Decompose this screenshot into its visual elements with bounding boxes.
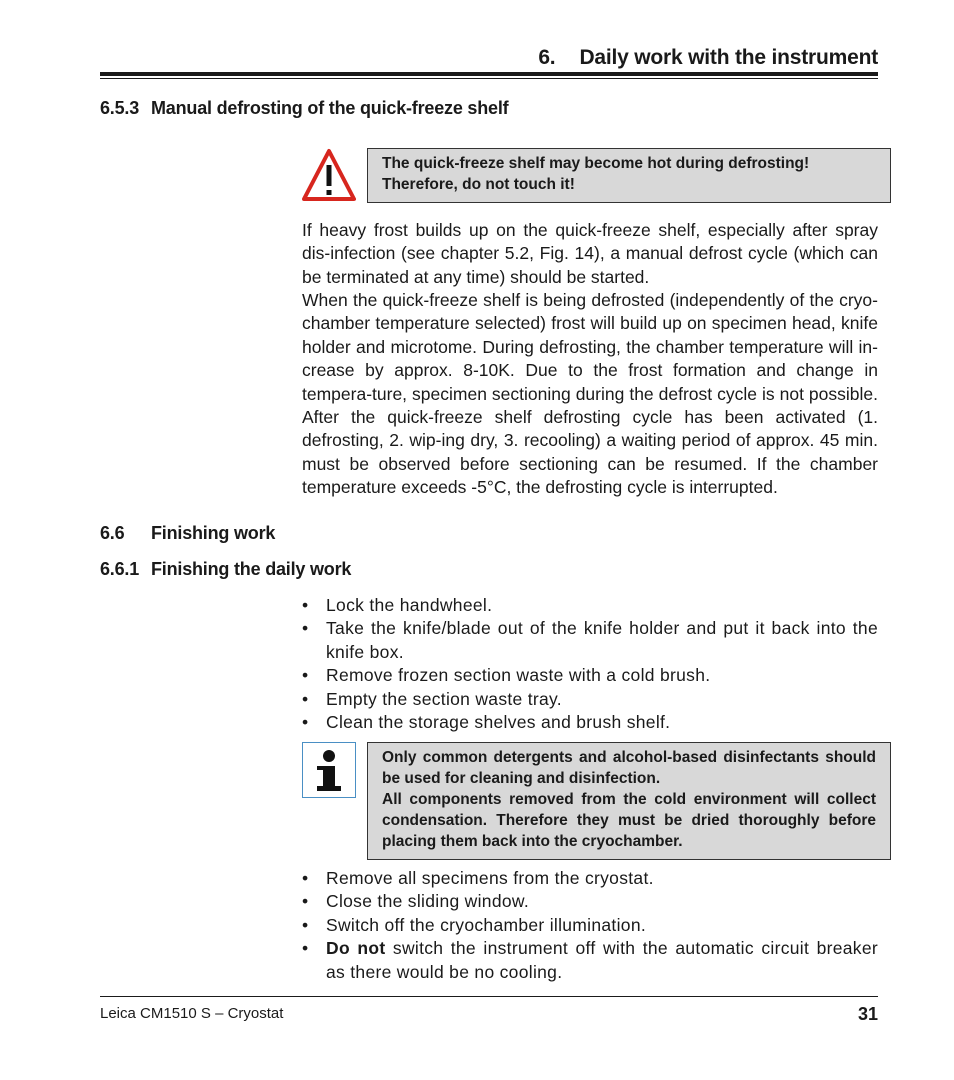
list-item-text: Remove frozen section waste with a cold brush. <box>326 665 711 686</box>
page-number: 31 <box>857 1004 878 1024</box>
list-item <box>302 594 878 617</box>
list-item-text: Switch off the cryochamber illumination. <box>326 914 647 935</box>
section-number: 6.6.1 <box>100 559 140 579</box>
list-item <box>302 617 878 664</box>
list-item <box>302 937 878 984</box>
section-title: Manual defrosting of the quick-freeze shelf <box>151 98 509 118</box>
info-glyph-icon <box>303 743 355 797</box>
list-item <box>302 867 878 890</box>
header-rule <box>100 72 878 76</box>
warning-line-1: The quick-freeze shelf may become hot during defrosting! <box>382 155 810 172</box>
bullet-dot: • <box>302 938 309 959</box>
bullet-dot: • <box>302 868 309 888</box>
section-heading-6-5-3 <box>100 98 508 119</box>
warning-line-2: Therefore, do not touch it! <box>382 176 575 193</box>
bullet-dot: • <box>302 595 309 615</box>
chapter-header <box>538 46 878 70</box>
section-number: 6.5.3 <box>100 98 140 118</box>
list-item-text: Empty the section waste tray. <box>326 688 562 709</box>
chapter-number: 6. <box>538 46 556 69</box>
bullet-dot: • <box>302 665 309 686</box>
warning-box <box>367 148 891 203</box>
list-item <box>302 688 878 711</box>
info-note-box <box>367 742 891 860</box>
emphasis-do-not: Do not <box>326 938 386 959</box>
finishing-steps-list-2 <box>302 867 878 984</box>
section-heading-6-6-1 <box>100 559 351 580</box>
section-heading-6-6 <box>100 523 275 544</box>
warning-triangle-icon <box>302 148 356 202</box>
chapter-title: Daily work with the instrument <box>579 46 878 69</box>
section-title: Finishing work <box>151 523 276 543</box>
info-note-line-2: All components removed from the cold environment will collect condensation. Therefore they must be dried thoroughly before placing them back into the cryochamber. <box>382 791 876 850</box>
list-item <box>302 914 878 937</box>
footer-product-name: Leica CM1510 S – Cryostat <box>100 1005 284 1022</box>
footer-rule <box>100 996 878 997</box>
info-note-line-1: Only common detergents and alcohol-based disinfectants should be used for cleaning and disinfection. <box>382 749 876 787</box>
bullet-dot: • <box>302 618 309 639</box>
bullet-dot: • <box>302 914 309 935</box>
list-item-text: Lock the handwheel. <box>326 595 493 615</box>
list-item-text: Remove all specimens from the cryostat. <box>326 868 654 888</box>
list-item <box>302 664 878 687</box>
section-number: 6.6 <box>100 523 125 543</box>
list-item-text: switch the instrument off with the automatic circuit breaker as there would be no cooling. <box>326 938 879 982</box>
info-icon <box>302 742 356 798</box>
list-item-text: Clean the storage shelves and brush shelf. <box>326 712 671 733</box>
list-item <box>302 890 878 913</box>
header-rule-thin <box>100 78 878 79</box>
bullet-dot: • <box>302 712 309 733</box>
list-item <box>302 711 878 734</box>
bullet-dot: • <box>302 891 309 912</box>
list-item-text: Close the sliding window. <box>326 891 530 912</box>
list-item-text: Take the knife/blade out of the knife holder and put it back into the knife box. <box>326 618 878 662</box>
section-title: Finishing the daily work <box>151 559 352 579</box>
defrost-paragraph-1: If heavy frost builds up on the quick-freeze shelf, especially after spray dis-infection (see chapter 5.2, Fig. 14), a manual defrost cycle (which can be terminated at any time) should be started. <box>302 220 878 287</box>
bullet-dot: • <box>302 688 309 709</box>
finishing-steps-list-1 <box>302 594 878 734</box>
defrost-paragraph-2: When the quick-freeze shelf is being defrosted (independently of the cryo-chamber temperature selected) frost will build up on specimen head, knife holder and microtome. During defrosting, the chamber temperature will in-crease by approx. 8-10K. Due to the frost formation and change in tempera-ture, specimen sectioning during the defrost cycle is not possible. After the quick-freeze shelf defrosting cycle has been activated (1. defrosting, 2. wip-ing dry, 3. recooling) a waiting period of approx. 45 min. must be observed before sectioning can be resumed. If the chamber temperature exceeds -5°C, the defrosting cycle is interrupted. <box>302 290 878 498</box>
